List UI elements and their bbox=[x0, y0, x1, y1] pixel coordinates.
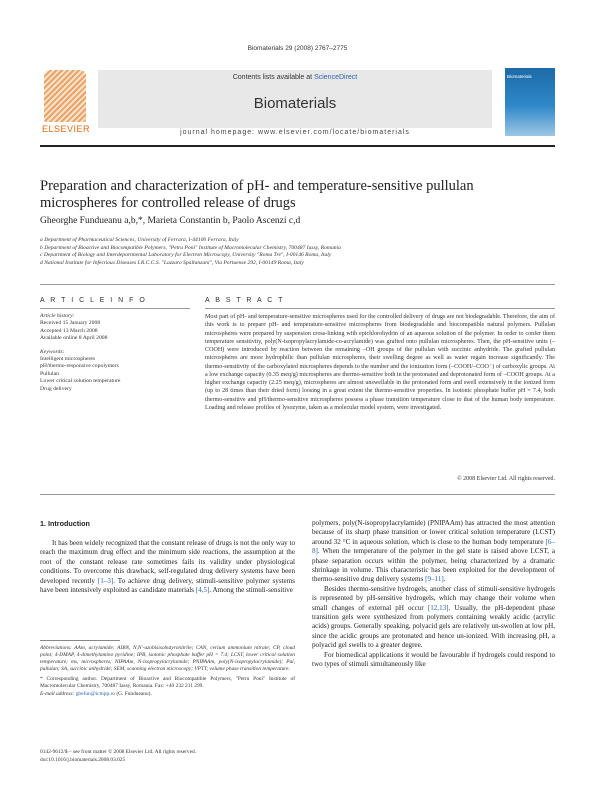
citation-link[interactable]: [6–8] bbox=[312, 537, 555, 556]
citation-link[interactable]: [9–11] bbox=[425, 575, 444, 584]
text-run: . To achieve drug delivery, stimuli-sensitive polymer systems have been intensively exploited as candidate materials bbox=[40, 576, 295, 595]
journal-title: Biomaterials bbox=[253, 95, 337, 112]
affiliation-b: b Department of Bioactive and Biocompatible Polymers, "Petru Poni" Institute of Macromolecular Chemistry, 700487 Iassy, Romania bbox=[40, 244, 341, 251]
abstract-bottom-rule bbox=[40, 494, 555, 495]
abstract-text: Most part of pH- and temperature-sensitive microspheres used for the controlled delivery of drugs are not biodegradable. Therefore, the aim of this work is to prepare pH- and temperature-sensitive microspheres from biodegradable and biocompatible natural polymers. Pullulan microspheres were prepared by suspension cross-linking with epichlorohydrin of an aqueous solution of the polymer. In order to confer them temperature sensitivity, poly(N-isopropylacrylamide-co-acrylamide) was grafted onto pullulan microspheres. Then, the pH-sensitive units (–COOH) were introduced by reaction between the remaining –OH groups of the pullulan with succinic anhydride. The grafted pullulan microspheres are more hydrophilic than pullulan microspheres, their swelling degree as well as water regain increase significantly. The thermo-sensitivity of the carboxylated microspheres depends to the number and the ionization form (–COOH/–COO⁻) of carboxylic groups. At a low exchange capacity (0.35 meq/g) microspheres are thermo-sensitive both in the protonated and deprotonated form of –COOH groups. At a higher exchange capacity (2.25 meq/g), microspheres are almost unswellable in the protonated form and swell extensively in the ionized form (up to 28 times than their dried form) loosing in a great extent the thermo-sensitive properties. In isotonic phosphate buffer pH = 7.4, both thermo-sensitive and pH/thermo-sensitive microspheres possess a phase transition temperature close to that of the human body temperature. Loading and release profiles of lysozyme, taken as a molecular model system, were investigated. bbox=[205, 314, 555, 411]
article-title: Preparation and characterization of pH- and temperature-sensitive pullulan microspheres for controlled release of drugs bbox=[40, 178, 474, 211]
article-info-rule bbox=[40, 308, 190, 309]
text-run: . Usually, the pH-dependent phase transition gels were synthesized from polymers containing weakly acidic (acrylic acids) groups. Generally speaking, polyacid gels are relatively un-swollen at low pH, since the acidic groups are protonated and hence un-ionized. With increasing pH, a polyacid gel swells to a greater degree. bbox=[312, 603, 555, 650]
keyword-item: Pullulan bbox=[40, 370, 59, 377]
abstract-heading: A B S T R A C T bbox=[205, 297, 285, 304]
citation-link[interactable]: [12,13] bbox=[427, 603, 449, 612]
received-date: Received 15 January 2008 bbox=[40, 320, 101, 327]
keyword-item: Lower critical solution temperature bbox=[40, 378, 121, 385]
section-rule bbox=[40, 284, 555, 285]
text-run: . When the temperature of the polymer in the gel state is raised above LCST, a phase separation occurs within the polymer, being characterized by a dramatic shrinkage in volume. This characteristic has been exploited for the development of thermo-sensitive drug delivery systems bbox=[312, 547, 555, 584]
elsevier-tree-logo bbox=[44, 70, 86, 122]
affiliation-c: c Department of Biology and Interdepartmental Laboratory for Electron Microscopy, University "Roma Tre", I-00146 Roma, Italy bbox=[40, 252, 332, 258]
affiliation-d: d National Institute for Infectious Diseases I.R.C.C.S. "Lazzaro Spallanzani", Via Portuense 292, I-00149 Roma, Italy bbox=[40, 259, 304, 266]
email-label: E-mail address: bbox=[40, 690, 76, 697]
history-label: Article history: bbox=[40, 313, 75, 319]
issn-line: 0142-9612/$ – see front matter © 2008 Elsevier Ltd. All rights reserved. bbox=[40, 749, 197, 755]
footnote-rule bbox=[40, 640, 120, 641]
introduction-heading: 1. Introduction bbox=[40, 519, 90, 528]
footnotes bbox=[40, 645, 295, 698]
abbreviations-footnote: Abbreviations: AAm, acrylamide; AIBN, N,N′-azobisisobutyronitrile; CAN, cerium ammonium nitrate; CP, cloud point; 4-DMAP, 4-dimethylamino pyridine; IPB, isotonic phosphate buffer pH = 7.4; LCST, lower critical solution temperature; ms, microspheres; NIPAAm, N-isopropylacrylamide; PNIPAAm, poly(N-isopropylacrylamide); Pul, pullulan; SA, succinic anhydride; SEM, scanning electron microscopy; VPTT, volume phase transition temperature. bbox=[40, 645, 295, 673]
citation-link[interactable]: [4,5] bbox=[195, 586, 210, 595]
header-rule bbox=[40, 145, 555, 147]
accepted-date: Accepted 13 March 2008 bbox=[40, 327, 98, 334]
contents-prefix: Contents lists available at bbox=[232, 74, 315, 81]
keyword-item: Drug delivery bbox=[40, 385, 72, 392]
text-run: . Among the stimuli-sensitive bbox=[209, 586, 293, 595]
intro-paragraph-4: For biomedical applications it would be favourable if hydrogels could respond to two types of stimuli simultaneously like bbox=[312, 650, 555, 669]
text-run: . bbox=[443, 575, 446, 584]
article-info-heading: A R T I C L E I N F O bbox=[40, 297, 147, 304]
keyword-item: Intelligent microspheres bbox=[40, 356, 96, 363]
journal-citation: Biomaterials 29 (2008) 2767–2775 bbox=[247, 45, 348, 52]
intro-paragraph-1 bbox=[40, 539, 295, 595]
keyword-item: pH/thermo-responsive copolymers bbox=[40, 363, 119, 370]
intro-paragraph-3 bbox=[312, 585, 555, 651]
corresponding-author-footnote: * Corresponding author. Department of Bioactive and Biocompatible Polymers, "Petru Poni" Institute of Macromolecular Chemistry, 700487 Iassy, Romania. Fax: +40 232 211 299. bbox=[40, 676, 295, 690]
article-info-panel bbox=[40, 313, 190, 393]
intro-paragraph-2 bbox=[312, 519, 555, 585]
abstract-rule bbox=[205, 308, 555, 309]
journal-homepage[interactable]: journal homepage: www.elsevier.com/locate/biomaterials bbox=[180, 129, 410, 136]
front-matter-info bbox=[40, 749, 300, 764]
email-suffix: (G. Fundueanu). bbox=[114, 690, 152, 697]
affiliation-a: a Department of Pharmaceutical Sciences, University of Ferrara, I-44100 Ferrara, Italy bbox=[40, 237, 239, 243]
email-footnote bbox=[40, 691, 295, 698]
right-column-text bbox=[312, 519, 555, 670]
citation-link[interactable]: [1–3] bbox=[97, 576, 114, 585]
text-run: polymers, poly(N-isopropylacrylamide) (PNIPAAm) has attracted the most attention because of its sharp phase transition or lower critical solution temperature (LCST) around 32 °C in aqueous solution, which is close to the human body temperature bbox=[312, 519, 555, 546]
text-run: It has been widely recognized that the constant release of drugs is not the only way to reach the maximum drug effect and the minimum side reactions, the assumption at the root of the constant release rate sometimes fails its validity under physiological conditions. To overcome this drawback, self-regulated drug delivery systems have been developed recently bbox=[40, 539, 295, 585]
abstract-copyright: © 2008 Elsevier Ltd. All rights reserved. bbox=[457, 476, 555, 482]
article-authors: Gheorghe Fundueanu a,b,*, Marieta Constantin b, Paolo Ascenzi c,d bbox=[40, 216, 301, 226]
publisher-logo-text: ELSEVIER bbox=[41, 124, 91, 134]
doi-line[interactable]: doi:10.1016/j.biomaterials.2008.03.025 bbox=[40, 756, 126, 763]
affiliations bbox=[40, 237, 555, 267]
online-date: Available online 8 April 2008 bbox=[40, 335, 108, 342]
keywords-label: Keywords: bbox=[40, 348, 65, 355]
contents-line bbox=[98, 74, 492, 81]
sciencedirect-link[interactable]: ScienceDirect bbox=[314, 74, 358, 81]
email-link[interactable]: gbefun@icmpp.ro bbox=[75, 690, 115, 697]
cover-title: Biomaterials bbox=[507, 74, 532, 79]
text-run: Besides thermo-sensitive hydrogels, another class of stimuli-sensitive hydrogels is represented by pH-sensitive hydrogels, which may change their volume when small changes of external pH occur bbox=[312, 584, 555, 612]
